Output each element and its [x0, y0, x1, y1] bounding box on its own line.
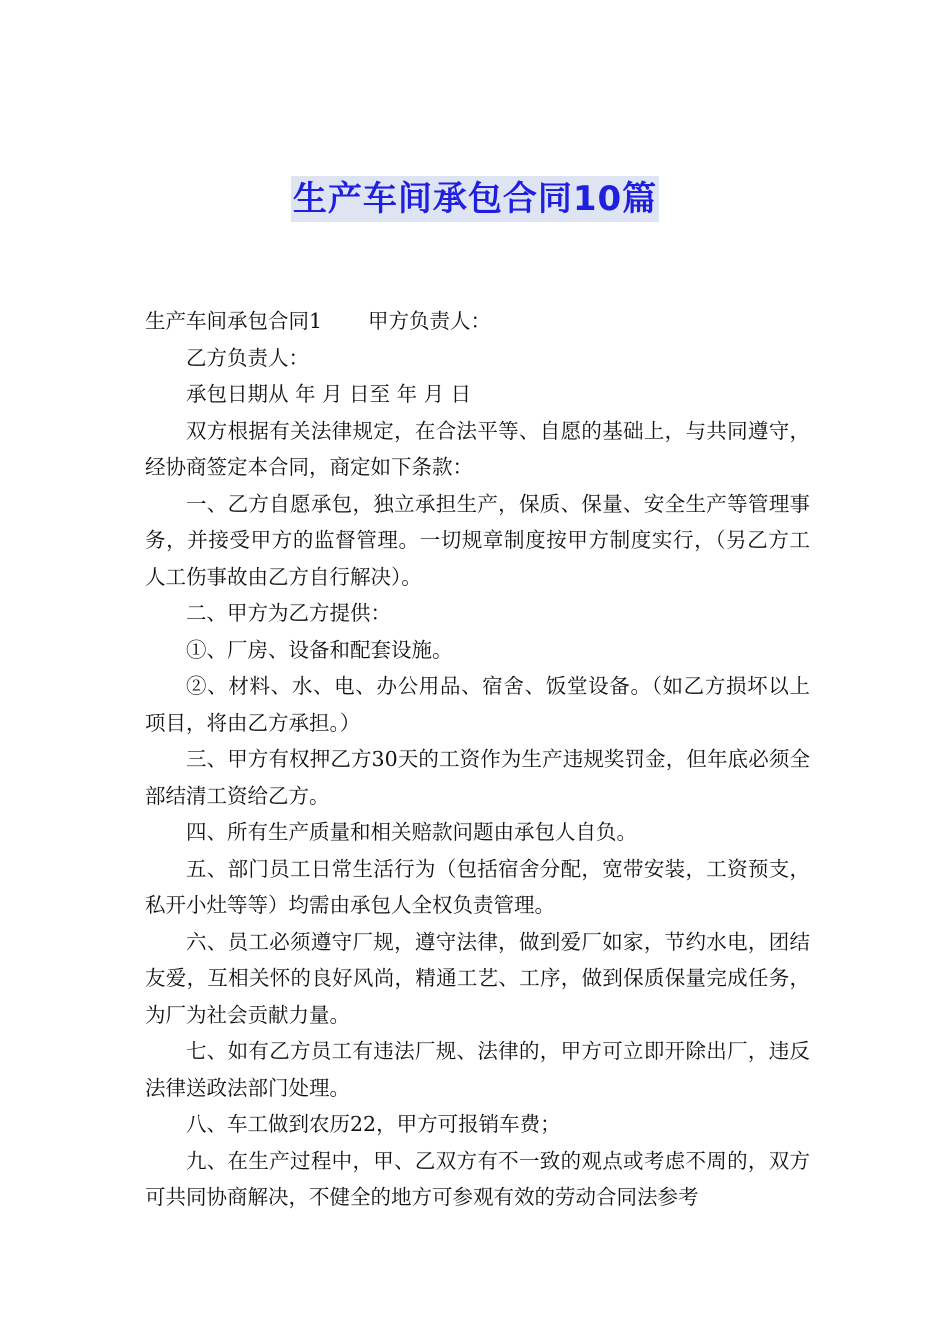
party-a-label: 甲方负责人： [368, 309, 492, 333]
paragraph-clause-2-item-1: ①、厂房、设备和配套设施。 [186, 637, 453, 662]
paragraph-preamble: 双方根据有关法律规定，在合法平等、自愿的基础上，与共同遵守，经协商签定本合同，商定如下条款： [145, 418, 810, 479]
first-line [145, 303, 810, 340]
paragraph-clause-2: 二、甲方为乙方提供： [186, 601, 391, 625]
paragraph-clause-5: 五、部门员工日常生活行为（包括宿舍分配，宽带安装，工资预支，私开小灶等等）均需由承包人全权负责管理。 [145, 856, 810, 917]
paragraph-clause-1: 一、乙方自愿承包，独立承担生产，保质、保量、安全生产等管理事务，并接受甲方的监督管理。一切规章制度按甲方制度实行，（另乙方工人工伤事故由乙方自行解决）。 [145, 491, 810, 589]
paragraph-clause-8: 八、车工做到农历22，甲方可报销车费； [186, 1112, 561, 1136]
paragraph-clause-3: 三、甲方有权押乙方30天的工资作为生产违规奖罚金，但年底必须全部结清工资给乙方。 [145, 747, 810, 808]
contract-heading: 生产车间承包合同1 [145, 309, 323, 333]
document-body [145, 303, 810, 1216]
paragraph-clause-7: 七、如有乙方员工有违法厂规、法律的，甲方可立即开除出厂，违反法律送政法部门处理。 [145, 1039, 810, 1100]
paragraph-clause-9: 九、在生产过程中，甲、乙双方有不一致的观点或考虑不周的，双方可共同协商解决，不健全的地方可参观有效的劳动合同法参考 [145, 1148, 810, 1209]
document-title: 生产车间承包合同10篇 [291, 176, 659, 222]
paragraph-clause-4: 四、所有生产质量和相关赔款问题由承包人自负。 [186, 820, 637, 844]
paragraph-clause-6: 六、员工必须遵守厂规，遵守法律，做到爱厂如家，节约水电，团结友爱，互相关怀的良好风尚，精通工艺、工序，做到保质保量完成任务，为厂为社会贡献力量。 [145, 929, 810, 1027]
paragraph-party-b: 乙方负责人： [186, 345, 309, 370]
title-container [0, 176, 950, 222]
paragraph-clause-2-item-2: ②、材料、水、电、办公用品、宿舍、饭堂设备。（如乙方损坏以上项目，将由乙方承担。） [145, 674, 810, 735]
paragraph-term: 承包日期从 年 月 日至 年 月 日 [186, 382, 472, 406]
